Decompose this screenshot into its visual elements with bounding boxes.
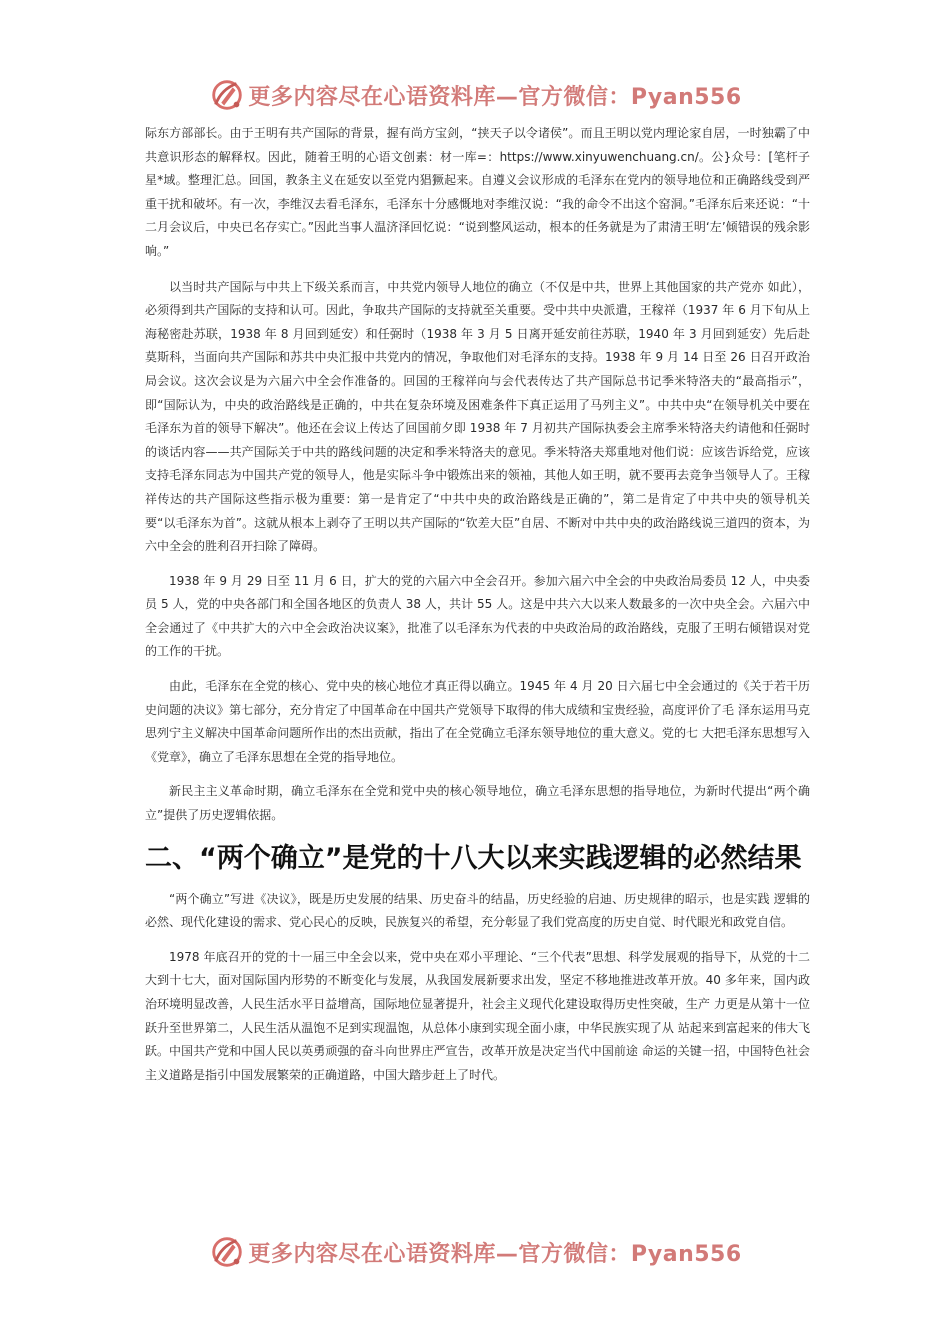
paragraph: “两个确立”写进《决议》，既是历史发展的结果、历史奋斗的结晶，历史经验的启迪、历史规律的昭示，也是实践 逻辑的必然、现代化建设的需求、党心民心的反映，民族复兴的希望，充分彰显了我们党高度的历史自觉、时代眼光和政党自信。 [145,891,810,930]
footer-watermark-banner [0,1232,950,1272]
header-watermark-banner [0,75,950,115]
paragraph: 以当时共产国际与中共上下级关系而言，中共党内领导人地位的确立（不仅是中共，世界上其他国家的共产党亦 如此），必须得到共产国际的支持和认可。因此，争取共产国际的支持就至关重要。受中共中央派遣，王稼祥（1937 年 6 月下旬从上海秘密赴苏联，1938 年 8 月回到延安）和任弼时（1938 年 3 月 5 日离开延安前往苏联，1940 年 3 月回到延安）先后赴莫斯科，当面向共产国际和苏共中央汇报中共党内的情况，争取他们对毛泽东的支持。1938 年 9 月 14 日至 26 日召开政治局会议。这次会议是为六届六中全会作准备的。回国的王稼祥向与会代表传达了共产国际总书记季米特洛夫的“最高指示”，即“国际认为，中央的政治路线是正确的，中共在复杂环境及困难条件下真正运用了马列主义”。中共中央“在领导机关中要在毛泽东为首的领导下解决”。他还在会议上传达了回国前夕即 1938 年 7 月初共产国际执委会主席季米特洛夫约请他和任弼时的谈话内容——共产国际关于中共的路线问题的决定和季米特洛夫的意见。季米特洛夫郑重地对他们说：应该告诉给党，应该支持毛泽东同志为中国共产党的领导人，他是实际斗争中锻炼出来的领袖，其他人如王明，就不要再去竞争当领导人了。王稼祥传达的共产国际这些指示极为重要：第一是肯定了“中共中央的政治路线是正确的”，第二是肯定了中共中央的领导机关要“以毛泽东为首”。这就从根本上剥夺了王明以共产国际的“钦差大臣”自居、不断对中共中央的政治路线说三道四的资本，为六中全会的胜利召开扫除了障碍。 [145,279,810,554]
paragraph: 1978 年底召开的党的十一届三中全会以来，党中央在邓小平理论、“三个代表”思想、科学发展观的指导下，从党的十二大到十七大，面对国际国内形势的不断变化与发展，从我国发展新要求出发，坚定不移地推进改革开放。40 多年来，国内政治环境明显改善，人民生活水平日益增高，国际地位显著提升，社会主义现代化建设取得历史性突破，生产 力更是从第十一位跃升至世界第二，人民生活从温饱不足到实现温饱，从总体小康到实现全面小康，中华民族实现了从 站起来到富起来的伟大飞跃。中国共产党和中国人民以英勇顽强的奋斗向世界庄严宣告，改革开放是决定当代中国前途 命运的关键一招，中国特色社会主义道路是指引中国发展繁荣的正确道路，中国大踏步赶上了时代。 [145,949,810,1082]
section-heading: 二、“两个确立”是党的十八大以来实践逻辑的必然结果 [145,842,802,874]
article-body [145,122,810,1098]
banner-text: 更多内容尽在心语资料库—官方微信：Pyan556 [248,1241,742,1267]
paragraph: 新民主主义革命时期，确立毛泽东在全党和党中央的核心领导地位，确立毛泽东思想的指导地位，为新时代提出“两个确立”提供了历史逻辑依据。 [145,784,810,823]
pen-swirl-logo-icon [208,76,246,114]
paragraph: 际东方部部长。由于王明有共产国际的背景，握有尚方宝剑，“挟天子以令诸侯”。而且王明以党内理论家自居，一时独霸了中共意识形态的解释权。因此，随着王明的心语文创素：材一库=：https://www.xinyuwenchuang.cn/。公}众号：[笔杆子星*域。整理汇总。回国，教条主义在延安以至党内猖獗起来。自遵义会议形成的毛泽东在党内的领导地位和正确路线受到严重干扰和破坏。有一次，李维汉去看毛泽东，毛泽东十分感慨地对李维汉说：“我的命令不出这个窑洞。”毛泽东后来还说：“十二月会议后，中央已名存实亡。”因此当事人温济泽回忆说：“说到整风运动，根本的任务就是为了肃清王明‘左’倾错误的残余影响。” [145,126,810,258]
pen-swirl-logo-icon [208,1233,246,1271]
paragraph: 由此，毛泽东在全党的核心、党中央的核心地位才真正得以确立。1945 年 4 月 20 日六届七中全会通过的《关于若干历史问题的决议》第七部分，充分肯定了中国革命在中国共产党领导下取得的伟大成绩和宝贵经验，高度评价了毛 泽东运用马克思列宁主义解决中国革命问题所作出的杰出贡献，指出了在全党确立毛泽东领导地位的重大意义。党的七 大把毛泽东思想写入《党章》，确立了毛泽东思想在全党的指导地位。 [145,679,810,764]
paragraph: 1938 年 9 月 29 日至 11 月 6 日，扩大的党的六届六中全会召开。参加六届六中全会的中央政治局委员 12 人，中央委员 5 人，党的中央各部门和全国各地区的负责人 38 人，共计 55 人。这是中共六大以来人数最多的一次中央全会。六届六中全会通过了《中共扩大的六中全会政治决议案》，批准了以毛泽东为代表的中央政治局的政治路线，克服了王明右倾错误对党的工作的干扰。 [145,573,810,659]
banner-text: 更多内容尽在心语资料库—官方微信：Pyan556 [248,84,742,110]
